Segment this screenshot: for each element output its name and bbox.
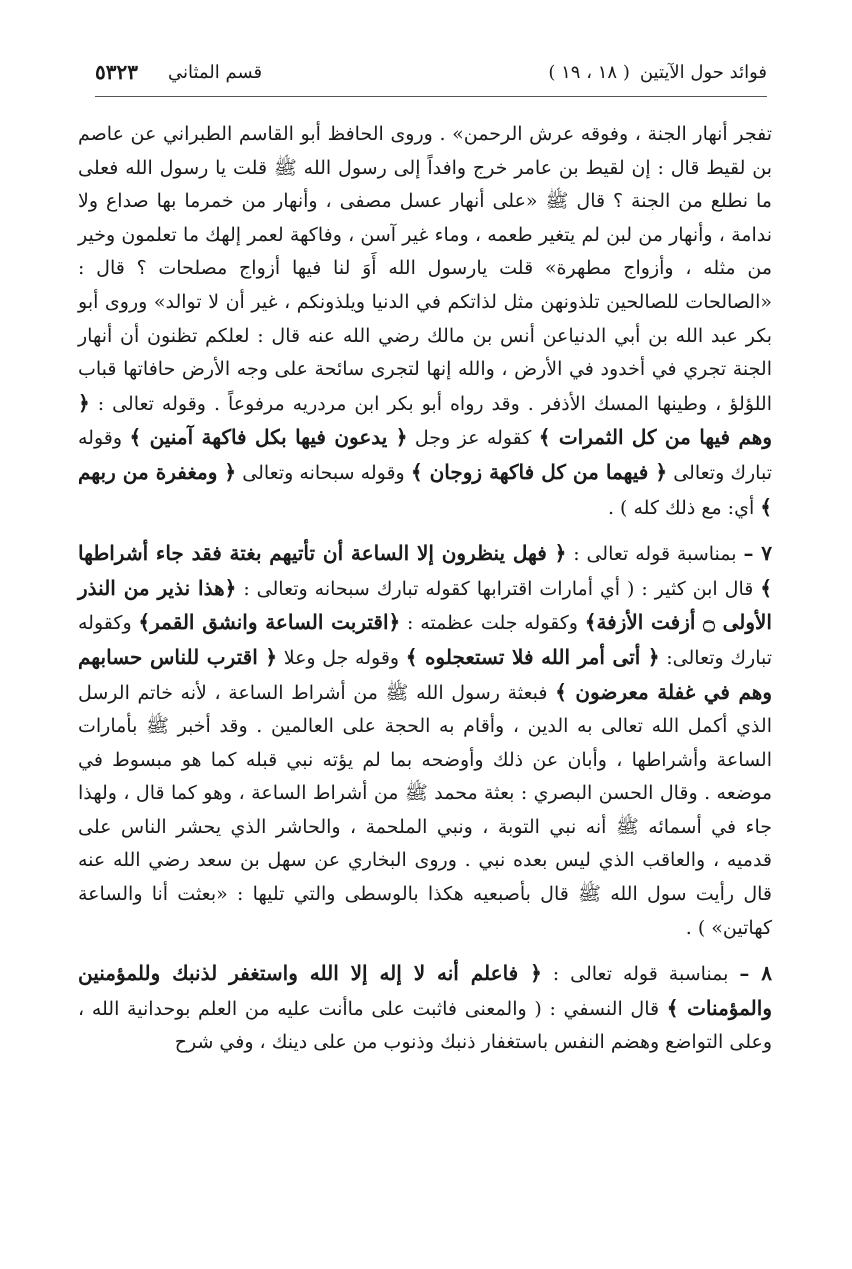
text: أي: مع ذلك كله ) . bbox=[607, 496, 755, 519]
paragraph-1 bbox=[78, 118, 772, 525]
running-title: فوائد حول الآيتين bbox=[639, 61, 767, 83]
quran-verse: ﴿هذا نذير من النذر الأولى ۝ أزفت الأزفة﴾ bbox=[78, 575, 772, 635]
quran-verse: ﴿ فاعلم أنه لا إله إلا الله واستغفر لذنبك وللمؤمنين والمؤمنات ﴾ bbox=[78, 961, 772, 1020]
quran-verse: ﴿ وهم فيها من كل الثمرات ﴾ bbox=[78, 390, 772, 450]
page-header bbox=[95, 52, 767, 92]
text: وقوله جل وعلا bbox=[283, 646, 400, 669]
paragraph-7 bbox=[78, 537, 772, 945]
header-title-group bbox=[548, 62, 767, 83]
text: وقوله سبحانه وتعالى bbox=[242, 461, 405, 484]
quran-verse: ﴿ يدعون فيها بكل فاكهة آمنين ﴾ bbox=[129, 425, 408, 450]
text: كقوله عز وجل bbox=[414, 427, 532, 450]
quran-verse: ﴿ ومغفرة من ربهم ﴾ bbox=[78, 459, 772, 519]
page-number: ٥٣٢٣ bbox=[95, 60, 138, 84]
quran-verse: ﴿ اقترب للناس حسابهم وهم في غفلة معرضون ﴾ bbox=[78, 644, 772, 704]
text: وقوله تبارك وتعالى bbox=[78, 427, 772, 484]
quran-verse: ﴿ أتى أمر الله فلا تستعجلوه ﴾ bbox=[405, 644, 660, 669]
text: قال النسفي : ( والمعنى فاثبت على ماأنت عليه من العلم بوحدانية الله ، وعلى التواضع وهضم النفس باستغفار ذنبك وذنوب من على دينك ، وفي شرح bbox=[78, 997, 772, 1054]
header-rule bbox=[95, 96, 767, 97]
text: وكقوله تبارك وتعالى: bbox=[78, 612, 773, 669]
text: فبعثة رسول الله ﷺ من أشراط الساعة ، لأنه خاتم الرسل الذي أكمل الله تعالى به الدين ، وأقام به الحجة على العالمين . وقد أخبر ﷺ بأمارات الساعة وأشراطها ، وأبان عن ذلك وأوضحه بما لم يؤته نبي قبله كما هو مبسوط في موضعه . وقال الحسن البصري : بعثة محمد ﷺ من أشراط الساعة ، وهو كما قال ، ولهذا جاء في أسمائه ﷺ أنه نبي التوبة ، ونبي الملحمة ، والحاشر الذي يحشر الناس على قدميه ، والعاقب الذي ليس بعده نبي . وروى البخاري عن سهل بن سعد رضي الله عنه قال رأيت سول الله ﷺ قال بأصبعيه هكذا بالوسطى والتي تليها : «بعثت أنا والساعة كهاتين» ) . bbox=[78, 681, 772, 939]
verse-range: ( ١٨ ، ١٩ ) bbox=[548, 61, 630, 83]
page-body bbox=[78, 118, 772, 1060]
part-name: قسم المثاني bbox=[167, 61, 263, 83]
text: قال ابن كثير : ( أي أمارات اقترابها كقوله تبارك سبحانه وتعالى : bbox=[243, 577, 754, 600]
text: بمناسبة قوله تعالى : bbox=[573, 543, 737, 566]
header-part-group bbox=[95, 60, 262, 84]
paragraph-8 bbox=[78, 957, 772, 1060]
text: وكقوله جلت عظمته : bbox=[407, 612, 578, 635]
quran-verse: ﴿ فيهما من كل فاكهة زوجان ﴾ bbox=[410, 459, 668, 484]
quran-verse: ﴿ فهل ينظرون إلا الساعة أن تأتيهم بغتة فقد جاء أشراطها ﴾ bbox=[78, 541, 773, 600]
text: بمناسبة قوله تعالى : bbox=[552, 963, 729, 986]
quran-verse: ﴿اقتربت الساعة وانشق القمر﴾ bbox=[138, 610, 401, 635]
paragraph-number: ٨ – bbox=[739, 961, 772, 986]
paragraph-number: ٧ – bbox=[743, 541, 772, 566]
text: تفجر أنهار الجنة ، وفوقه عرش الرحمن» . وروى الحافظ أبو القاسم الطبراني عن عاصم بن لقيط قال : إن لقيط بن عامر خرج وافداً إلى رسول الله ﷺ قلت يا رسول الله فعلى ما نطلع من الجنة ؟ قال ﷺ «على أنهار عسل مصفى ، وأنهار من خمرما بها صداع ولا ندامة ، وأنهار من لبن لم يتغير طعمه ، وماء غير آسن ، وفاكهة لعمر إلهك ما تعلمون وخير من مثله ، وأزواج مطهرة» قلت يارسول الله أَوَ لنا فيها أزواج مصلحات ؟ قال : «الصالحات للصالحين تلذونهن مثل لذاتكم في الدنيا ويلذونكم ، غير أن لا توالد» وروى أبو بكر عبد الله بن أبي الدنياعن أنس بن مالك رضي الله عنه قال : لعلكم تظنون أن أنهار الجنة تجري في أخدود في الأرض ، والله إنها لتجرى سائحة على وجه الأرض حافاتها قباب اللؤلؤ ، وطينها المسك الأذفر . وقد رواه أبو بكر ابن مردريه مرفوعاً . وقوله تعالى : bbox=[78, 123, 773, 415]
